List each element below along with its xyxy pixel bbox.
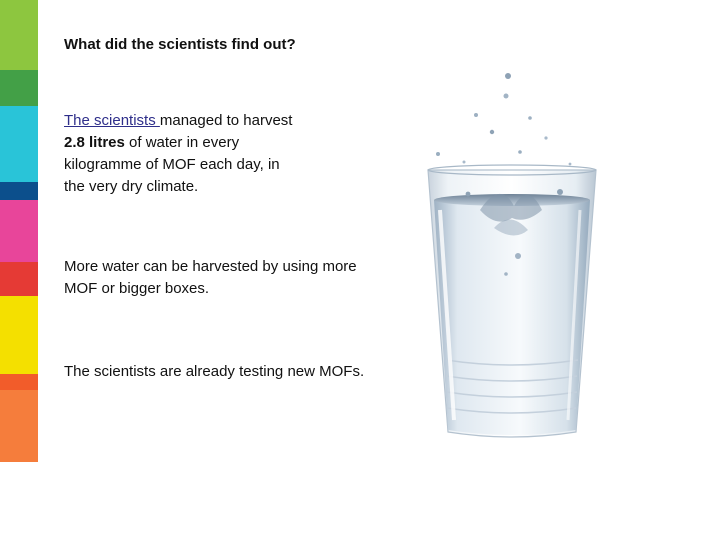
color-stripe-red xyxy=(0,262,38,296)
paragraph-results xyxy=(64,110,304,198)
color-stripe-navy xyxy=(0,182,38,200)
paragraph-more-water: More water can be harvested by using more MOF or bigger boxes. xyxy=(64,258,357,297)
paragraph-results-text-b: of water in every kilogramme of MOF each day, in the very dry climate. xyxy=(64,134,280,195)
color-stripe-orange xyxy=(0,390,38,462)
water-glass-image xyxy=(410,60,610,444)
color-stripe-green xyxy=(0,0,38,70)
color-stripe-orange-red xyxy=(0,374,38,390)
scientists-link[interactable]: The scientists xyxy=(64,112,160,129)
color-stripe-pink xyxy=(0,200,38,262)
paragraph-results-highlight: 2.8 litres xyxy=(64,134,125,151)
color-stripe-dark-green xyxy=(0,70,38,106)
color-stripe-cyan xyxy=(0,106,38,182)
paragraph-testing: The scientists are already testing new MOFs. xyxy=(64,363,365,380)
slide-title: What did the scientists find out? xyxy=(64,36,296,53)
paragraph-results-text-a: managed to harvest xyxy=(159,112,293,129)
color-stripe-yellow xyxy=(0,296,38,374)
